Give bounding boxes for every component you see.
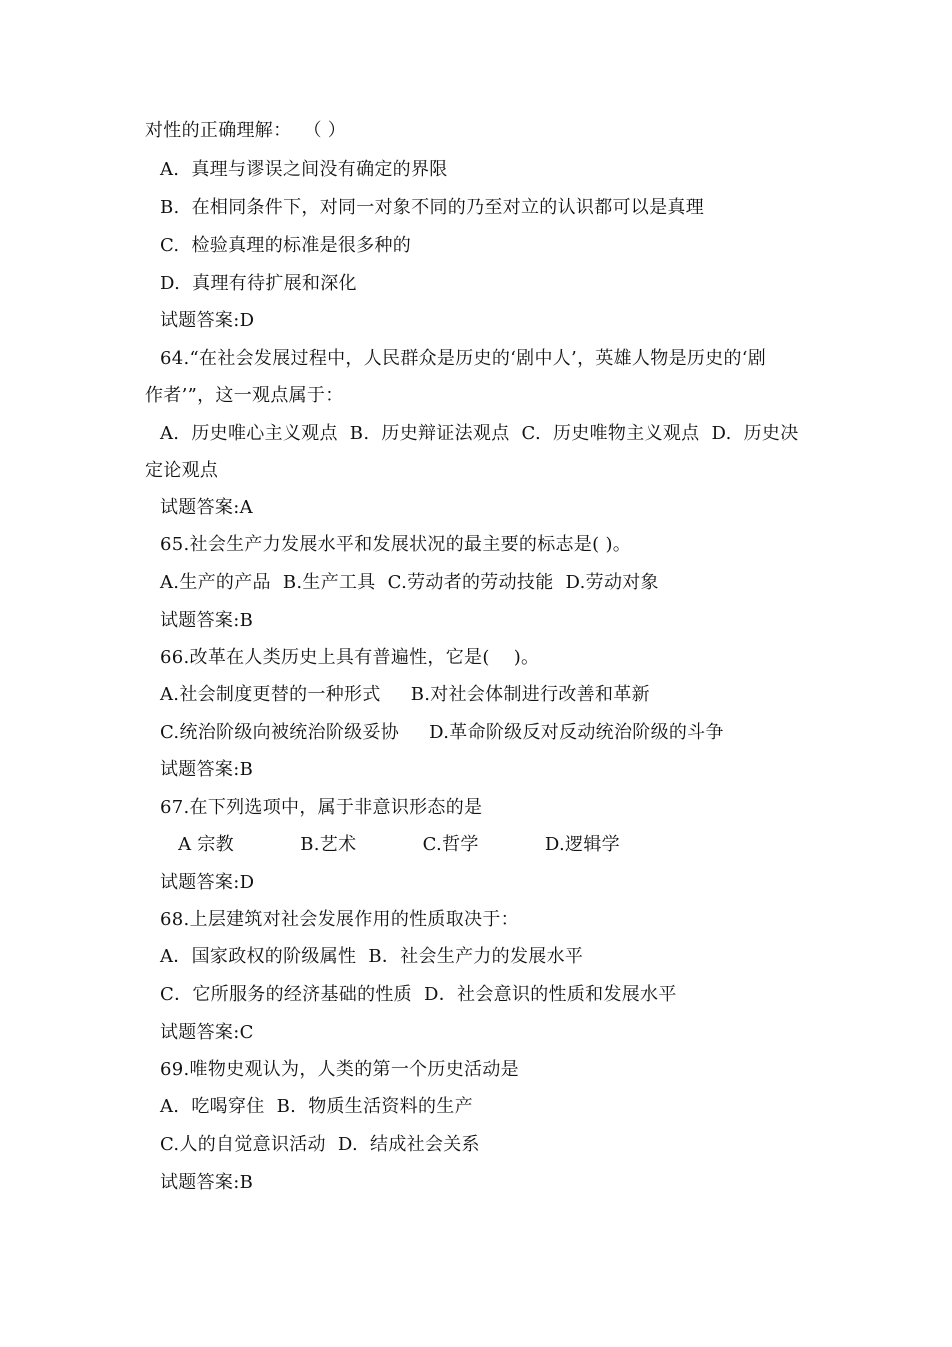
question-65-options: A.生产的产品 B.生产工具 C.劳动者的劳动技能 D.劳动对象: [160, 572, 659, 593]
question-64-options-continued: 定论观点: [145, 460, 219, 481]
question-64-stem: 64.“在社会发展过程中，人民群众是历史的‘剧中人’，英雄人物是历史的‘剧: [160, 348, 767, 369]
question-64-answer: 试题答案:A: [160, 497, 253, 518]
question-66-options-ab: A.社会制度更替的一种形式 B.对社会体制进行改善和革新: [160, 684, 650, 705]
question-69-stem: 69.唯物史观认为，人类的第一个历史活动是: [160, 1059, 519, 1080]
question-66-stem: 66.改革在人类历史上具有普遍性，它是( )。: [160, 647, 540, 668]
question-63-option-a: A. 真理与谬误之间没有确定的界限: [160, 159, 448, 180]
question-63-option-c: C. 检验真理的标准是很多种的: [160, 235, 412, 256]
question-63-stem-continued: 对性的正确理解： （ ）: [145, 120, 347, 141]
question-68-stem: 68.上层建筑对社会发展作用的性质取决于：: [160, 909, 519, 930]
question-64-options: A. 历史唯心主义观点 B. 历史辩证法观点 C. 历史唯物主义观点 D. 历史决: [160, 423, 799, 444]
question-66-answer: 试题答案:B: [160, 759, 254, 780]
question-63-option-d: D. 真理有待扩展和深化: [160, 273, 357, 294]
question-63-answer: 试题答案:D: [160, 310, 255, 331]
question-69-options-ab: A. 吃喝穿住 B. 物质生活资料的生产: [160, 1096, 473, 1117]
question-69-answer: 试题答案:B: [160, 1172, 254, 1193]
question-67-stem: 67.在下列选项中，属于非意识形态的是: [160, 797, 483, 818]
question-65-answer: 试题答案:B: [160, 610, 254, 631]
question-68-options-ab: A．国家政权的阶级属性 B．社会生产力的发展水平: [160, 946, 584, 967]
question-69-options-cd: C.人的自觉意识活动 D. 结成社会关系: [160, 1134, 480, 1155]
question-67-options: A 宗教 B.艺术 C.哲学 D.逻辑学: [160, 834, 620, 855]
question-68-answer: 试题答案:C: [160, 1022, 254, 1043]
question-64-stem-continued: 作者’”，这一观点属于：: [145, 385, 344, 406]
question-67-answer: 试题答案:D: [160, 872, 255, 893]
question-65-stem: 65.社会生产力发展水平和发展状况的最主要的标志是( )。: [160, 534, 632, 555]
question-63-option-b: B. 在相同条件下，对同一对象不同的乃至对立的认识都可以是真理: [160, 197, 704, 218]
question-68-options-cd: C．它所服务的经济基础的性质 D．社会意识的性质和发展水平: [160, 984, 677, 1005]
question-66-options-cd: C.统治阶级向被统治阶级妥协 D.革命阶级反对反动统治阶级的斗争: [160, 722, 724, 743]
